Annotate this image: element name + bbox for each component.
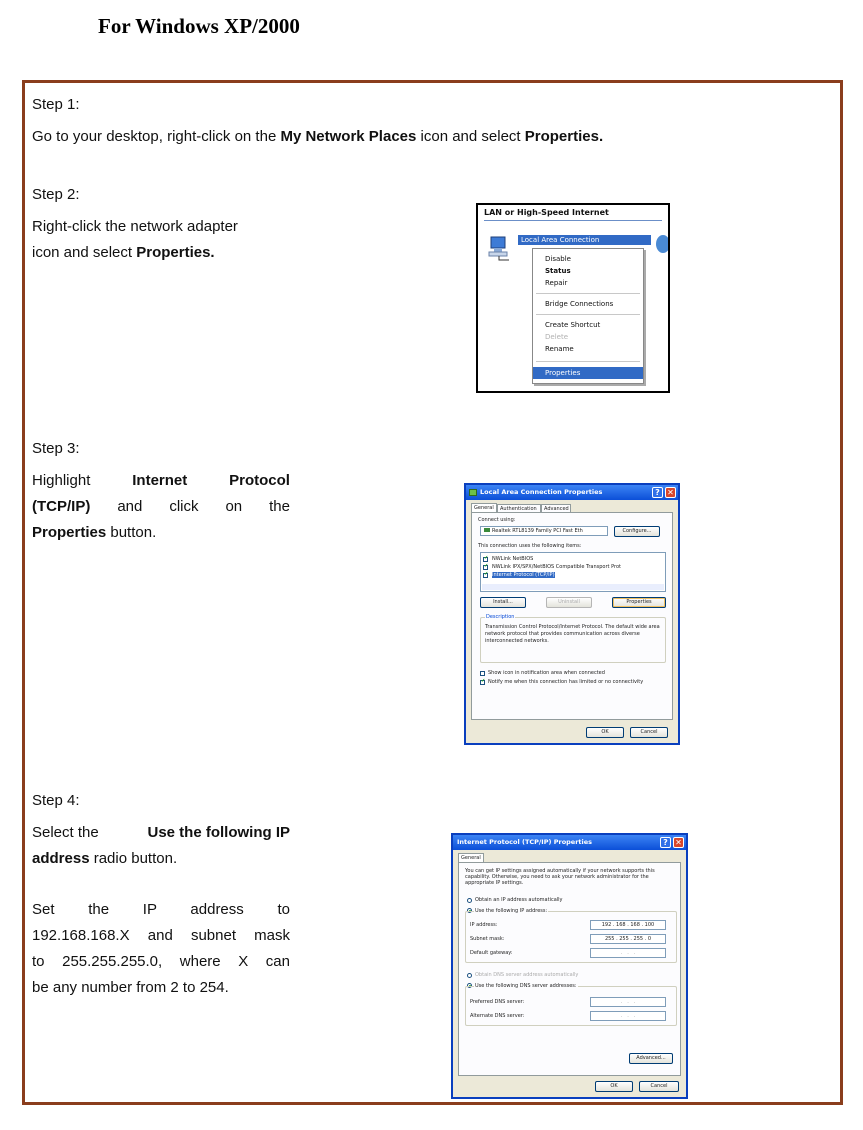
cancel-button[interactable]: Cancel (630, 727, 668, 738)
menu-item-create-shortcut[interactable]: Create Shortcut (545, 321, 601, 329)
close-button[interactable]: ✕ (665, 487, 676, 498)
description-label: Description (486, 614, 515, 620)
menu-item-properties[interactable]: Properties (533, 367, 643, 379)
obtain-ip-radio[interactable] (467, 898, 472, 903)
properties-button[interactable]: Properties (612, 597, 666, 608)
step1-label: Step 1: (32, 96, 80, 113)
lan-section-heading: LAN or High-Speed Internet (484, 208, 609, 217)
obtain-dns-radio (467, 973, 472, 978)
adapter-icon (484, 528, 490, 532)
menu-item-repair[interactable]: Repair (545, 279, 568, 287)
ip-address-label: IP address: (470, 922, 498, 928)
menu-separator (536, 361, 640, 362)
ok-button[interactable]: OK (595, 1081, 633, 1092)
connection-icon (469, 489, 477, 496)
horizontal-scrollbar[interactable] (482, 584, 664, 590)
obtain-dns-label: Obtain DNS server address automatically (475, 972, 579, 978)
notify-checkbox[interactable] (480, 680, 485, 685)
menu-item-disable[interactable]: Disable (545, 255, 571, 263)
step1-text: Go to your desktop, right-click on the My Network Places icon and select Properties. (32, 128, 604, 145)
install-button[interactable]: Install... (480, 597, 526, 608)
ip-address-group (465, 908, 677, 963)
dns-group (465, 983, 677, 1026)
tab-general[interactable]: General (471, 503, 497, 512)
use-ip-label: Use the following IP address: (475, 908, 548, 914)
step4-label: Step 4: (32, 792, 80, 809)
globe-icon (656, 235, 670, 253)
general-tab-panel (458, 862, 681, 1076)
list-item-nwlink-netbios[interactable]: ✔ NWLink NetBIOS (483, 556, 533, 563)
menu-item-delete: Delete (545, 333, 568, 341)
window-titlebar: Internet Protocol (TCP/IP) Properties ? ✕ (453, 835, 686, 850)
default-gateway-label: Default gateway: (470, 950, 513, 956)
help-button[interactable]: ? (660, 837, 671, 848)
connect-using-label: Connect using: (478, 517, 516, 523)
subnet-mask-input[interactable]: 255 . 255 . 255 . 0 (590, 934, 666, 944)
document-title: For Windows XP/2000 (98, 14, 300, 38)
adapter-name-field: Realtek RTL8139 Family PCI Fast Eth (480, 526, 608, 536)
menu-separator (536, 293, 640, 294)
items-label: This connection uses the following items: (478, 543, 582, 549)
ok-button[interactable]: OK (586, 727, 624, 738)
tab-authentication[interactable]: Authentication (497, 504, 541, 513)
components-list[interactable] (480, 552, 666, 592)
show-icon-label: Show icon in notification area when connected (488, 670, 605, 676)
alternate-dns-label: Alternate DNS server: (470, 1013, 525, 1019)
preferred-dns-input[interactable]: . . . (590, 997, 666, 1007)
list-item-tcpip[interactable]: ✔ Internet Protocol (TCP/IP) (483, 572, 555, 579)
subnet-mask-label: Subnet mask: (470, 936, 505, 942)
network-connections-screenshot (476, 203, 670, 393)
default-gateway-input[interactable]: . . . (590, 948, 666, 958)
ip-address-input[interactable]: 192 . 168 . 168 . 100 (590, 920, 666, 930)
list-item-nwlink-ipx[interactable]: ✔ NWLink IPX/SPX/NetBIOS Compatible Transport Prot (483, 564, 621, 571)
tcpip-properties-window (451, 833, 688, 1099)
tab-general[interactable]: General (458, 853, 484, 862)
checkbox[interactable] (483, 573, 488, 578)
configure-button[interactable]: Configure... (614, 526, 660, 537)
local-area-connection-label[interactable]: Local Area Connection (518, 235, 651, 245)
menu-item-bridge-connections[interactable]: Bridge Connections (545, 300, 614, 308)
menu-separator (536, 314, 640, 315)
window-titlebar: Local Area Connection Properties ? ✕ (466, 485, 678, 500)
advanced-button[interactable]: Advanced... (629, 1053, 673, 1064)
tab-advanced[interactable]: Advanced (541, 504, 571, 513)
checkbox[interactable] (483, 557, 488, 562)
use-dns-label: Use the following DNS server addresses: (475, 983, 577, 989)
uninstall-button: Uninstall (546, 597, 592, 608)
show-icon-checkbox[interactable] (480, 671, 485, 676)
step4-text: Select the Use the following IP address radio button. (32, 824, 290, 867)
menu-item-status[interactable]: Status (545, 267, 571, 275)
divider (484, 220, 662, 221)
close-button[interactable]: ✕ (673, 837, 684, 848)
step4-ip-instructions: Set the IP address to 192.168.168.X and subnet mask to 255.255.255.0, where X can be any number from 2 to 254. (32, 901, 290, 996)
step3-label: Step 3: (32, 440, 80, 457)
description-text: Transmission Control Protocol/Internet Protocol. The default wide area network protocol that provides communication across diverse interconnected networks. (485, 624, 660, 644)
preferred-dns-label: Preferred DNS server: (470, 999, 525, 1005)
lan-properties-window (464, 483, 680, 745)
cancel-button[interactable]: Cancel (639, 1081, 679, 1092)
alternate-dns-input[interactable]: . . . (590, 1011, 666, 1021)
help-button[interactable]: ? (652, 487, 663, 498)
description-group (480, 614, 666, 663)
step3-text: Highlight Internet Protocol (TCP/IP) and click on the Properties button. (32, 472, 290, 541)
menu-item-rename[interactable]: Rename (545, 345, 574, 353)
network-adapter-icon (488, 235, 510, 261)
checkbox[interactable] (483, 565, 488, 570)
general-tab-panel (471, 512, 673, 720)
step2-label: Step 2: (32, 186, 80, 203)
obtain-ip-label: Obtain an IP address automatically (475, 897, 563, 903)
intro-text: You can get IP settings assigned automatically if your network supports this capability. Otherwise, you need to ask your network administrator for the appropriate IP settings. (465, 868, 655, 886)
notify-label: Notify me when this connection has limited or no connectivity (488, 679, 644, 685)
context-menu (532, 248, 644, 384)
step2-text: Right-click the network adapter icon and select Properties. (32, 218, 238, 261)
